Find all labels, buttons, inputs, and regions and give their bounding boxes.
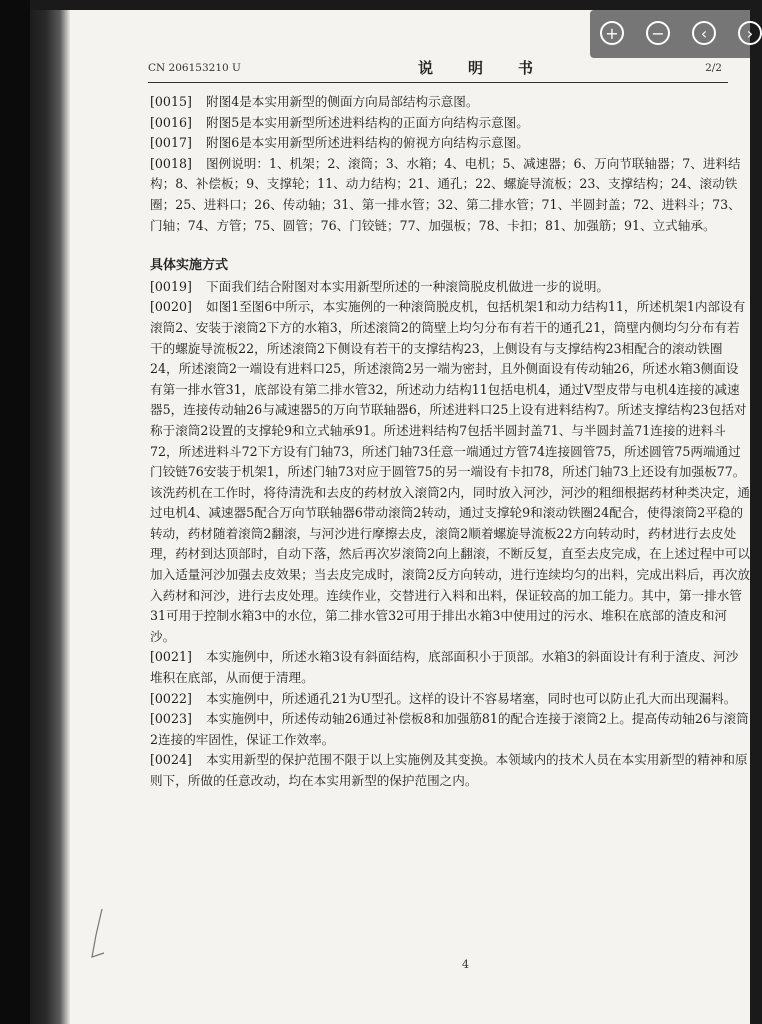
scan-shadow xyxy=(30,10,70,1024)
paragraph-text: 附图5是本实用新型所述进料结构的正面方向结构示意图。 xyxy=(206,114,529,130)
paragraph-number: [0022] xyxy=(150,690,192,706)
pen-mark xyxy=(88,905,114,965)
paragraph xyxy=(150,709,750,750)
page-number: 4 xyxy=(462,958,469,971)
chevron-left-icon[interactable]: ‹ xyxy=(692,21,716,45)
paragraph xyxy=(150,154,750,236)
paragraph-text: 下面我们结合附图对本实用新型所述的一种滚筒脱皮机做进一步的说明。 xyxy=(206,278,609,294)
paragraph-text: 本实用新型的保护范围不限于以上实施例及其变换。本领域内的技术人员在本实用新型的精神和原则下，所做的任意改动，均在本实用新型的保护范围之内。 xyxy=(150,752,748,788)
paragraph xyxy=(150,297,750,647)
paragraph xyxy=(150,689,750,710)
paragraph-number: [0023] xyxy=(150,711,192,727)
zoom-out-icon[interactable]: − xyxy=(646,21,670,45)
zoom-in-icon[interactable]: + xyxy=(600,21,624,45)
paragraph-text: 附图6是本实用新型所述进料结构的俯视方向结构示意图。 xyxy=(206,135,529,151)
document-header xyxy=(148,60,728,83)
paragraph-text: 图例说明：1、机架；2、滚筒；3、水箱；4、电机；5、减速器；6、万向节联轴器；7、进料结构；8、补偿板；9、支撑轮；11、动力结构；21、通孔；22、螺旋导流板；23、支撑结构；24、滚动铁圈；25、进料口；26、传动轴；31、第一排水管；32、第二排水管；71、半圆封盖；72、进料斗；73、门轴；74、方管；75、圆管；76、门铰链；77、加强板；78、卡扣；81、加强筋；91、立式轴承。 xyxy=(150,155,741,233)
paragraph-text: 本实施例中，所述水箱3设有斜面结构，底部面积小于顶部。水箱3的斜面设计有利于渣皮、河沙堆积在底部，从而便于清理。 xyxy=(150,649,739,686)
patent-number: CN 206153210 U xyxy=(148,62,241,74)
paragraph xyxy=(150,647,750,688)
paragraph-text: 本实施例中，所述传动轴26通过补偿板8和加强筋81的配合连接于滚筒2上。提高传动轴26与滚筒2连接的牢固性，保证工作效率。 xyxy=(150,711,749,747)
scan-left-edge xyxy=(0,0,30,1024)
paragraph-number: [0021] xyxy=(150,649,192,665)
viewer-toolbar xyxy=(590,10,754,58)
section-heading: 具体实施方式 xyxy=(150,258,229,274)
paragraph xyxy=(150,92,750,113)
paragraph-number: [0018] xyxy=(150,155,192,171)
chevron-right-icon[interactable]: › xyxy=(738,21,762,45)
paragraph-text: 附图4是本实用新型的侧面方向局部结构示意图。 xyxy=(206,94,479,109)
paragraph-number: [0015] xyxy=(150,94,192,109)
paragraph-number: [0020] xyxy=(150,299,192,315)
paragraph-text: 本实施例中，所述通孔21为U型孔。这样的设计不容易堵塞，同时也可以防止孔大而出现漏料。 xyxy=(206,690,737,706)
paragraph-number: [0017] xyxy=(150,135,192,151)
document-title: 说 明 书 xyxy=(418,59,544,77)
paragraph-number: [0016] xyxy=(150,114,192,130)
document-body xyxy=(150,92,750,792)
paragraph-number: [0019] xyxy=(150,278,192,294)
paragraph xyxy=(150,750,750,791)
paragraph xyxy=(150,277,750,298)
paragraph-number: [0024] xyxy=(150,752,192,768)
paragraph-text: 如图1至图6中所示，本实施例的一种滚筒脱皮机，包括机架1和动力结构11，所述机架1内部设有滚筒2、安装于滚筒2下方的水箱3，所述滚筒2的筒壁上均匀分布有若干的通孔21，筒壁内侧均匀分布有若干的螺旋导流板22，所述滚筒2下侧设有若干的支撑结构23，上侧设有与支撑结构23相配合的滚动铁圈24，所述滚筒2一端设有进料口25，所述滚筒2另一端为密封，且外侧面设有传动轴26，所述水箱3侧面设有第一排水管31，底部设有第二排水管32，所述动力结构11包括电机4，通过V型皮带与电机4连接的减速器5，连接传动轴26与减速器5的万向节联轴器6，所述进料口25上设有进料结构7。所述支撑结构23包括对称于滚筒2设置的支撑轮9和立式轴承91。所述进料结构7包括半圆封盖71、与半圆封盖71连接的进料斗72，所述进料斗72下方设有门轴73，所述门轴73任意一端通过方管74连接圆管75，所述圆管75两端通过门铰链76安装于机架1，所述门轴73对应于圆管75的另一端设有卡扣78，所述门轴73上还设有加强板77。该洗药机在工作时，将待清洗和去皮的药材放入滚筒2内，同时放入河沙，河沙的粗细根据药材种类决定，通过电机4、减速器5配合万向节联轴器6带动滚筒2转动，通过支撑轮9和滚动铁圈24配合，使得滚筒2平稳的转动，药材随着滚筒2翻滚，与河沙进行摩擦去皮，滚筒2顺着螺旋导流板22方向转动时，药材进行去皮处理，药材到达顶部时，自动下落，然后再次岁滚筒2向上翻滚，不断反复，直至去皮完成，在上述过程中可以加入适量河沙加强去皮效果；当去皮完成时，滚筒2反方向转动，进行连续均匀的出料，完成出料后，再次放入药材和河沙，进行去皮处理。连续作业，交替进行入料和出料，保证较高的加工能力。其中，第一排水管31可用于控制水箱3中的水位，第二排水管32可用于排出水箱3中使用过的污水、堆积在底部的渣皮和河沙。 xyxy=(150,299,750,644)
paragraph xyxy=(150,133,750,154)
page-indicator: 2/2 xyxy=(705,62,722,74)
paragraph xyxy=(150,113,750,134)
